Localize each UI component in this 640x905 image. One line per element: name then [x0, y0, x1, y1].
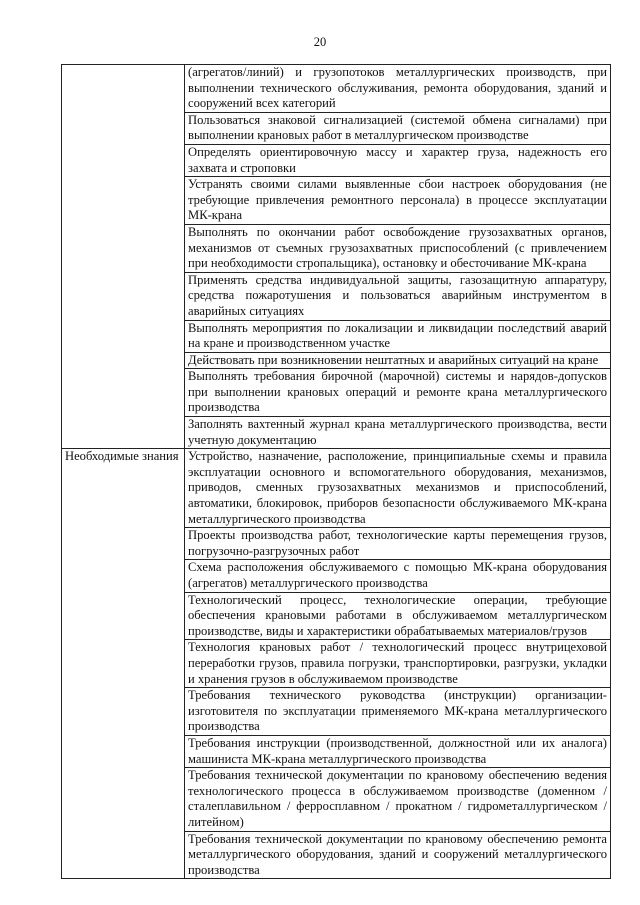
skill-item: Пользоваться знаковой сигнализацией (системой обмена сигналами) при выполнении крановых работ в металлургическом производстве: [185, 112, 611, 144]
skill-item: Выполнять по окончании работ освобождение грузозахватных органов, механизмов от съемных грузозахватных приспособлений (с привлечением при необходимости стропальщика), остановку и обесточивание МК-крана: [185, 224, 611, 272]
knowledge-item: Требования технического руководства (инструкции) организации-изготовителя по эксплуатации применяемого МК-крана металлургического производства: [185, 688, 611, 736]
knowledge-item: Технологический процесс, технологические операции, требующие обеспечения крановыми работами в обслуживаемом металлургическом производстве, виды и характеристики обрабатываемых материалов/грузов: [185, 592, 611, 640]
section-label-skills: [62, 65, 185, 449]
page-number: 20: [313, 35, 327, 49]
skill-item: Устранять своими силами выявленные сбои настроек оборудования (не требующие привлечения ремонтного персонала) в процессе эксплуатации МК-крана: [185, 177, 611, 225]
skill-item: Применять средства индивидуальной защиты, газозащитную аппаратуру, средства пожаротушения и пользоваться аварийным инструментом в аварийных ситуациях: [185, 272, 611, 320]
knowledge-item: Устройство, назначение, расположение, принципиальные схемы и правила эксплуатации основного и вспомогательного оборудования, механизмов, приводов, сменных грузозахватных механизмов и приспособлений, автоматики, блокировок, приборов безопасности обслуживаемого МК-крана металлургического производства: [185, 449, 611, 528]
skill-item: Определять ориентировочную массу и характер груза, надежность его захвата и строповки: [185, 144, 611, 176]
knowledge-item: Схема расположения обслуживаемого с помощью МК-крана оборудования (агрегатов) металлургического производства: [185, 560, 611, 592]
skill-item: Выполнять требования бирочной (марочной) системы и нарядов-допусков при выполнении крановых операций и ремонте крана металлургического производства: [185, 369, 611, 417]
skill-item: Выполнять мероприятия по локализации и ликвидации последствий аварий на кране и производственном участке: [185, 320, 611, 352]
skill-item: (агрегатов/линий) и грузопотоков металлургических производств, при выполнении технического обслуживания, ремонта оборудования, зданий и сооружений всех категорий: [185, 65, 611, 113]
knowledge-item: Требования технической документации по крановому обеспечению ремонта металлургического оборудования, зданий и сооружений металлургического производства: [185, 831, 611, 879]
skill-item: Заполнять вахтенный журнал крана металлургического производства, вести учетную документацию: [185, 417, 611, 449]
knowledge-item: Требования технической документации по крановому обеспечению ведения технологического процесса в обслуживаемом производстве (доменном / сталеплавильном / ферросплавном / прокатном / гидрометаллургическом / литейном): [185, 768, 611, 831]
qualification-table: [61, 64, 611, 879]
table-row: [62, 449, 611, 528]
knowledge-item: Требования инструкции (производственной, должностной или их аналога) машиниста МК-крана металлургического производства: [185, 735, 611, 767]
knowledge-item: Проекты производства работ, технологические карты перемещения грузов, погрузочно-разгрузочных работ: [185, 528, 611, 560]
section-label-knowledge: Необходимые знания: [62, 449, 185, 879]
knowledge-item: Технология крановых работ / технологический процесс внутрицеховой переработки грузов, правила погрузки, транспортировки, разгрузки, укладки и хранения грузов в обслуживаемом производстве: [185, 640, 611, 688]
skill-item: Действовать при возникновении нештатных и аварийных ситуаций на кране: [185, 352, 611, 369]
table-row: [62, 65, 611, 113]
